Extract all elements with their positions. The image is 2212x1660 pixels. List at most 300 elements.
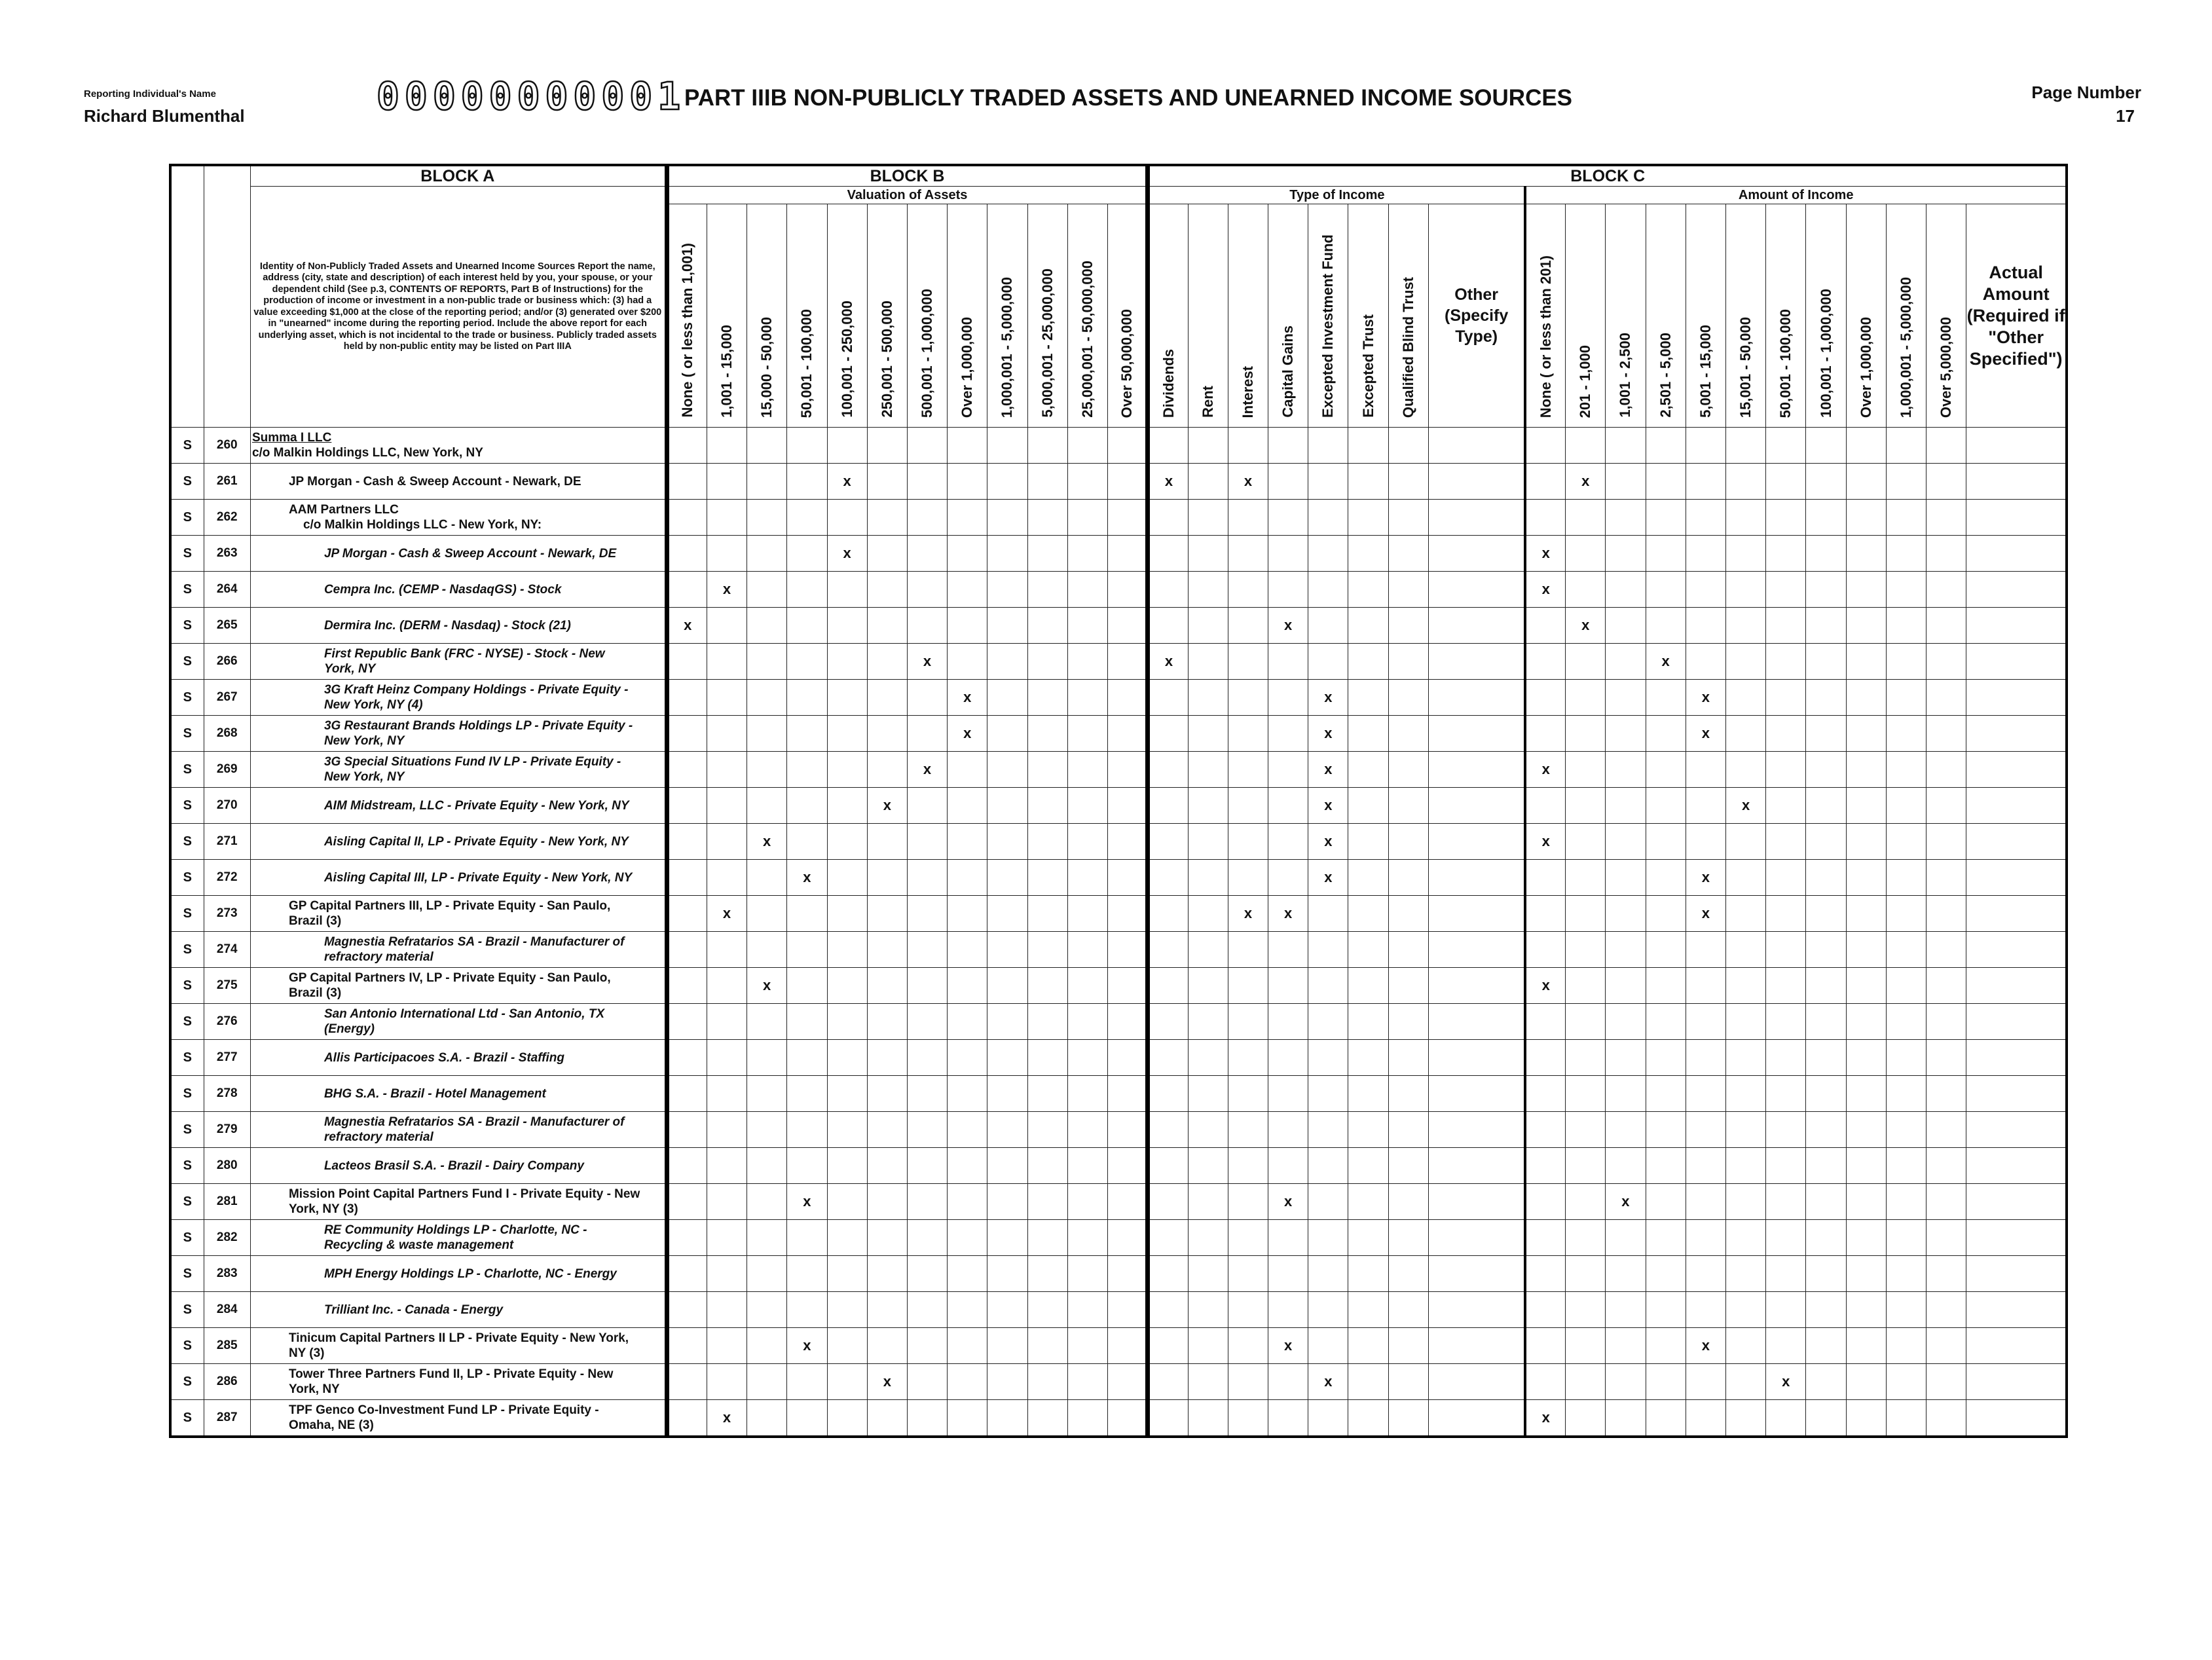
valuation-cell bbox=[948, 968, 987, 1004]
income-type-cell bbox=[1188, 1148, 1228, 1184]
valuation-cell bbox=[747, 788, 787, 824]
income-type-cell bbox=[1268, 968, 1308, 1004]
amount-cell bbox=[1606, 464, 1646, 500]
owner-cell: S bbox=[170, 1364, 204, 1400]
amount-cell bbox=[1766, 788, 1806, 824]
amount-cell bbox=[1846, 680, 1886, 716]
amount-cell bbox=[1766, 716, 1806, 752]
amount-cell bbox=[1886, 860, 1926, 896]
income-type-cell bbox=[1388, 428, 1428, 464]
amount-cell bbox=[1806, 1400, 1846, 1437]
amount-cell bbox=[1646, 752, 1686, 788]
income-type-cell bbox=[1388, 1076, 1428, 1112]
valuation-cell bbox=[827, 1004, 867, 1040]
income-type-cell bbox=[1188, 536, 1228, 572]
row-number: 267 bbox=[204, 680, 250, 716]
income-type-col-dividends: Dividends bbox=[1148, 204, 1188, 428]
amount-cell bbox=[1766, 644, 1806, 680]
valuation-cell bbox=[827, 680, 867, 716]
income-type-cell bbox=[1348, 608, 1388, 644]
income-type-cell bbox=[1348, 1112, 1388, 1148]
valuation-cell bbox=[907, 1256, 947, 1292]
amount-cell bbox=[1886, 788, 1926, 824]
actual-amount-cell bbox=[1966, 1400, 2067, 1437]
valuation-cell bbox=[827, 1184, 867, 1220]
income-type-cell: x bbox=[1228, 896, 1268, 932]
valuation-cell bbox=[987, 572, 1027, 608]
valuation-cell bbox=[907, 1400, 947, 1437]
income-type-cell bbox=[1308, 1184, 1348, 1220]
amount-cell bbox=[1566, 428, 1606, 464]
income-type-cell bbox=[1148, 824, 1188, 860]
owner-cell: S bbox=[170, 644, 204, 680]
valuation-cell bbox=[1108, 428, 1148, 464]
valuation-cell bbox=[987, 860, 1027, 896]
income-type-cell bbox=[1268, 1112, 1308, 1148]
amount-cell bbox=[1846, 1220, 1886, 1256]
amount-cell bbox=[1606, 1040, 1646, 1076]
amount-cell bbox=[1846, 716, 1886, 752]
valuation-cell bbox=[867, 1076, 907, 1112]
valuation-cell bbox=[787, 824, 827, 860]
table-row bbox=[170, 1400, 2067, 1437]
valuation-cell bbox=[987, 716, 1027, 752]
valuation-cell bbox=[1027, 1004, 1067, 1040]
valuation-cell bbox=[1027, 896, 1067, 932]
income-type-cell bbox=[1388, 1400, 1428, 1437]
income-type-cell bbox=[1268, 1076, 1308, 1112]
valuation-col-100-001-250-000: 100,001 - 250,000 bbox=[827, 204, 867, 428]
amount-cell bbox=[1846, 1148, 1886, 1184]
amount-cell bbox=[1686, 1256, 1725, 1292]
amount-cell bbox=[1886, 428, 1926, 464]
amount-cell bbox=[1926, 1184, 1966, 1220]
income-type-cell bbox=[1188, 932, 1228, 968]
income-type-cell bbox=[1228, 608, 1268, 644]
income-type-cell bbox=[1268, 716, 1308, 752]
valuation-cell bbox=[1067, 1256, 1107, 1292]
income-type-cell bbox=[1348, 1292, 1388, 1328]
amount-cell bbox=[1926, 680, 1966, 716]
valuation-cell bbox=[907, 500, 947, 536]
amount-cell bbox=[1606, 536, 1646, 572]
amount-cell bbox=[1525, 500, 1565, 536]
amount-cell bbox=[1686, 1400, 1725, 1437]
valuation-cell bbox=[667, 572, 707, 608]
amount-cell bbox=[1525, 932, 1565, 968]
row-number: 286 bbox=[204, 1364, 250, 1400]
valuation-cell bbox=[667, 1328, 707, 1364]
amount-cell bbox=[1806, 536, 1846, 572]
income-type-cell bbox=[1388, 536, 1428, 572]
income-type-col-qualified-blind-trust: Qualified Blind Trust bbox=[1388, 204, 1428, 428]
income-type-cell bbox=[1148, 932, 1188, 968]
amount-col-5-001-15-000: 5,001 - 15,000 bbox=[1686, 204, 1725, 428]
valuation-cell bbox=[867, 536, 907, 572]
amount-col-1-000-001-5-000-000: 1,000,001 - 5,000,000 bbox=[1886, 204, 1926, 428]
valuation-cell bbox=[1067, 536, 1107, 572]
other-type-cell bbox=[1428, 932, 1525, 968]
valuation-cell bbox=[1108, 644, 1148, 680]
owner-cell: S bbox=[170, 1292, 204, 1328]
income-type-cell bbox=[1308, 572, 1348, 608]
table-row bbox=[170, 1328, 2067, 1364]
valuation-cell bbox=[707, 932, 747, 968]
valuation-cell bbox=[867, 680, 907, 716]
amount-cell bbox=[1806, 1292, 1846, 1328]
income-type-cell bbox=[1348, 500, 1388, 536]
valuation-cell bbox=[987, 1400, 1027, 1437]
block-c-title: BLOCK C bbox=[1148, 165, 2067, 187]
income-type-cell bbox=[1228, 680, 1268, 716]
income-type-cell bbox=[1388, 608, 1428, 644]
income-type-cell bbox=[1388, 464, 1428, 500]
valuation-cell bbox=[907, 464, 947, 500]
valuation-cell bbox=[987, 644, 1027, 680]
amount-cell bbox=[1646, 1256, 1686, 1292]
income-type-cell bbox=[1228, 644, 1268, 680]
valuation-cell bbox=[948, 1112, 987, 1148]
amount-cell bbox=[1725, 500, 1765, 536]
valuation-cell bbox=[1067, 1292, 1107, 1328]
income-type-cell bbox=[1188, 752, 1228, 788]
valuation-cell bbox=[907, 1220, 947, 1256]
actual-amount-cell bbox=[1966, 1292, 2067, 1328]
income-type-cell bbox=[1268, 788, 1308, 824]
amount-cell bbox=[1886, 644, 1926, 680]
amount-cell: x bbox=[1686, 860, 1725, 896]
amount-cell bbox=[1646, 1292, 1686, 1328]
income-type-cell bbox=[1268, 572, 1308, 608]
income-type-cell bbox=[1148, 428, 1188, 464]
amount-cell bbox=[1606, 752, 1646, 788]
owner-cell: S bbox=[170, 788, 204, 824]
valuation-cell: x bbox=[747, 968, 787, 1004]
table-row bbox=[170, 500, 2067, 536]
valuation-cell bbox=[1067, 1148, 1107, 1184]
table-row bbox=[170, 896, 2067, 932]
other-type-cell bbox=[1428, 536, 1525, 572]
amount-col-2-501-5-000: 2,501 - 5,000 bbox=[1646, 204, 1686, 428]
amount-cell bbox=[1566, 1076, 1606, 1112]
valuation-cell bbox=[787, 1040, 827, 1076]
reporting-individual-label: Reporting Individual's Name bbox=[84, 88, 216, 100]
valuation-cell bbox=[787, 716, 827, 752]
valuation-cell bbox=[667, 1256, 707, 1292]
amount-cell bbox=[1806, 968, 1846, 1004]
valuation-cell bbox=[987, 1256, 1027, 1292]
amount-cell bbox=[1926, 1040, 1966, 1076]
valuation-cell bbox=[747, 680, 787, 716]
amount-cell bbox=[1886, 464, 1926, 500]
amount-cell bbox=[1766, 1004, 1806, 1040]
amount-cell bbox=[1686, 428, 1725, 464]
income-type-cell bbox=[1228, 536, 1268, 572]
income-type-cell bbox=[1148, 752, 1188, 788]
valuation-cell bbox=[1067, 644, 1107, 680]
amount-cell bbox=[1886, 1220, 1926, 1256]
valuation-cell bbox=[787, 968, 827, 1004]
table-row bbox=[170, 1040, 2067, 1076]
owner-cell: S bbox=[170, 572, 204, 608]
valuation-cell bbox=[1067, 824, 1107, 860]
valuation-cell bbox=[827, 1292, 867, 1328]
income-type-col-capital-gains: Capital Gains bbox=[1268, 204, 1308, 428]
actual-amount-cell bbox=[1966, 1364, 2067, 1400]
income-type-cell bbox=[1188, 1256, 1228, 1292]
amount-cell bbox=[1886, 1184, 1926, 1220]
amount-cell bbox=[1846, 1040, 1886, 1076]
valuation-cell bbox=[707, 752, 747, 788]
income-type-cell bbox=[1348, 716, 1388, 752]
valuation-col-none-or-less-than-1-001: None ( or less than 1,001) bbox=[667, 204, 707, 428]
amount-cell bbox=[1725, 752, 1765, 788]
amount-cell bbox=[1766, 536, 1806, 572]
valuation-cell bbox=[707, 1040, 747, 1076]
valuation-cell bbox=[1108, 824, 1148, 860]
valuation-cell bbox=[987, 824, 1027, 860]
valuation-cell bbox=[827, 1076, 867, 1112]
valuation-cell bbox=[787, 1148, 827, 1184]
amount-cell bbox=[1846, 1184, 1886, 1220]
income-type-cell bbox=[1268, 680, 1308, 716]
amount-cell bbox=[1725, 608, 1765, 644]
asset-name: Lacteos Brasil S.A. - Brazil - Dairy Company bbox=[250, 1148, 667, 1184]
amount-cell bbox=[1926, 428, 1966, 464]
amount-cell bbox=[1766, 1400, 1806, 1437]
valuation-cell bbox=[747, 1148, 787, 1184]
row-number: 274 bbox=[204, 932, 250, 968]
amount-cell bbox=[1766, 464, 1806, 500]
amount-cell bbox=[1646, 572, 1686, 608]
amount-cell bbox=[1566, 1328, 1606, 1364]
actual-amount-cell bbox=[1966, 1004, 2067, 1040]
amount-cell bbox=[1606, 824, 1646, 860]
amount-cell bbox=[1926, 968, 1966, 1004]
valuation-cell bbox=[948, 1076, 987, 1112]
amount-cell bbox=[1886, 1364, 1926, 1400]
amount-cell: x bbox=[1566, 464, 1606, 500]
income-type-cell bbox=[1228, 1292, 1268, 1328]
amount-cell bbox=[1725, 1256, 1765, 1292]
valuation-cell bbox=[867, 1004, 907, 1040]
amount-cell: x bbox=[1766, 1364, 1806, 1400]
amount-cell bbox=[1525, 1112, 1565, 1148]
owner-cell: S bbox=[170, 860, 204, 896]
amount-cell bbox=[1926, 824, 1966, 860]
owner-cell: S bbox=[170, 1328, 204, 1364]
valuation-cell bbox=[827, 752, 867, 788]
amount-cell bbox=[1686, 824, 1725, 860]
amount-cell bbox=[1806, 716, 1846, 752]
row-number: 270 bbox=[204, 788, 250, 824]
valuation-cell bbox=[948, 932, 987, 968]
owner-cell: S bbox=[170, 1184, 204, 1220]
amount-cell bbox=[1846, 932, 1886, 968]
valuation-cell bbox=[1067, 896, 1107, 932]
row-number: 282 bbox=[204, 1220, 250, 1256]
income-type-cell bbox=[1148, 968, 1188, 1004]
amount-cell bbox=[1646, 1148, 1686, 1184]
amount-cell bbox=[1846, 752, 1886, 788]
valuation-cell bbox=[707, 824, 747, 860]
valuation-cell bbox=[827, 500, 867, 536]
asset-name: Allis Participacoes S.A. - Brazil - Staffing bbox=[250, 1040, 667, 1076]
valuation-col-50-001-100-000: 50,001 - 100,000 bbox=[787, 204, 827, 428]
table-row bbox=[170, 752, 2067, 788]
income-type-cell bbox=[1228, 824, 1268, 860]
income-type-cell bbox=[1188, 824, 1228, 860]
income-type-cell bbox=[1388, 1112, 1428, 1148]
other-type-cell bbox=[1428, 896, 1525, 932]
amount-cell bbox=[1886, 1112, 1926, 1148]
valuation-cell bbox=[948, 1220, 987, 1256]
actual-amount-cell bbox=[1966, 968, 2067, 1004]
valuation-cell bbox=[1108, 680, 1148, 716]
amount-cell bbox=[1646, 932, 1686, 968]
valuation-cell bbox=[1027, 536, 1067, 572]
amount-cell bbox=[1846, 608, 1886, 644]
other-type-cell bbox=[1428, 464, 1525, 500]
owner-cell: S bbox=[170, 896, 204, 932]
amount-cell bbox=[1566, 1148, 1606, 1184]
table-row bbox=[170, 860, 2067, 896]
valuation-cell bbox=[1027, 428, 1067, 464]
amount-cell: x bbox=[1566, 608, 1606, 644]
income-type-cell bbox=[1388, 752, 1428, 788]
valuation-col-1-001-15-000: 1,001 - 15,000 bbox=[707, 204, 747, 428]
income-type-cell bbox=[1308, 896, 1348, 932]
amount-cell bbox=[1846, 536, 1886, 572]
other-type-cell bbox=[1428, 572, 1525, 608]
amount-cell bbox=[1926, 1328, 1966, 1364]
row-number: 260 bbox=[204, 428, 250, 464]
valuation-cell bbox=[707, 1184, 747, 1220]
amount-cell bbox=[1806, 860, 1846, 896]
income-type-cell bbox=[1348, 1400, 1388, 1437]
amount-cell bbox=[1646, 1220, 1686, 1256]
amount-cell bbox=[1525, 680, 1565, 716]
amount-cell bbox=[1525, 716, 1565, 752]
amount-cell bbox=[1806, 1364, 1846, 1400]
row-number: 271 bbox=[204, 824, 250, 860]
valuation-cell: x bbox=[787, 1184, 827, 1220]
income-type-cell bbox=[1348, 1256, 1388, 1292]
amount-cell bbox=[1686, 1292, 1725, 1328]
amount-cell bbox=[1926, 1364, 1966, 1400]
owner-cell: S bbox=[170, 428, 204, 464]
valuation-cell bbox=[1067, 716, 1107, 752]
asset-name: MPH Energy Holdings LP - Charlotte, NC - Energy bbox=[250, 1256, 667, 1292]
income-type-cell bbox=[1228, 1256, 1268, 1292]
number-header bbox=[204, 165, 250, 428]
valuation-cell bbox=[1027, 644, 1067, 680]
asset-name: JP Morgan - Cash & Sweep Account - Newark, DE bbox=[250, 536, 667, 572]
valuation-cell bbox=[747, 608, 787, 644]
amount-cell bbox=[1886, 752, 1926, 788]
amount-cell bbox=[1646, 1004, 1686, 1040]
other-type-cell bbox=[1428, 1328, 1525, 1364]
valuation-cell bbox=[1067, 788, 1107, 824]
other-type-cell bbox=[1428, 1184, 1525, 1220]
valuation-cell bbox=[667, 1292, 707, 1328]
valuation-cell bbox=[867, 1040, 907, 1076]
valuation-cell bbox=[827, 716, 867, 752]
income-type-cell bbox=[1308, 1328, 1348, 1364]
income-type-cell bbox=[1268, 1148, 1308, 1184]
valuation-cell bbox=[747, 1292, 787, 1328]
valuation-cell bbox=[1027, 1400, 1067, 1437]
asset-name: Dermira Inc. (DERM - Nasdaq) - Stock (21) bbox=[250, 608, 667, 644]
other-type-cell bbox=[1428, 1112, 1525, 1148]
valuation-cell bbox=[1108, 1004, 1148, 1040]
amount-cell bbox=[1725, 1400, 1765, 1437]
valuation-title: Valuation of Assets bbox=[667, 187, 1148, 204]
income-type-cell bbox=[1348, 572, 1388, 608]
valuation-cell bbox=[827, 1220, 867, 1256]
valuation-cell bbox=[948, 572, 987, 608]
valuation-cell bbox=[787, 536, 827, 572]
amount-cell bbox=[1806, 788, 1846, 824]
income-type-cell bbox=[1348, 788, 1388, 824]
valuation-cell bbox=[1027, 1184, 1067, 1220]
valuation-cell bbox=[667, 932, 707, 968]
income-type-cell bbox=[1148, 1364, 1188, 1400]
income-type-cell bbox=[1268, 536, 1308, 572]
asset-name: TPF Genco Co-Investment Fund LP - Private Equity - Omaha, NE (3) bbox=[250, 1400, 667, 1437]
amount-cell bbox=[1926, 1112, 1966, 1148]
income-type-cell bbox=[1268, 1292, 1308, 1328]
amount-cell bbox=[1926, 608, 1966, 644]
income-type-cell bbox=[1268, 752, 1308, 788]
valuation-cell bbox=[867, 752, 907, 788]
income-type-cell bbox=[1268, 428, 1308, 464]
valuation-cell bbox=[987, 896, 1027, 932]
owner-cell: S bbox=[170, 680, 204, 716]
table-row bbox=[170, 1076, 2067, 1112]
amount-cell bbox=[1806, 1076, 1846, 1112]
valuation-cell bbox=[787, 896, 827, 932]
amount-cell bbox=[1846, 860, 1886, 896]
actual-amount-cell bbox=[1966, 1148, 2067, 1184]
actual-amount-cell bbox=[1966, 680, 2067, 716]
valuation-cell bbox=[1067, 1220, 1107, 1256]
other-type-cell bbox=[1428, 860, 1525, 896]
owner-cell: S bbox=[170, 1148, 204, 1184]
valuation-cell bbox=[1108, 1112, 1148, 1148]
income-type-cell bbox=[1228, 788, 1268, 824]
valuation-cell bbox=[667, 428, 707, 464]
income-type-cell bbox=[1148, 1256, 1188, 1292]
amount-cell bbox=[1525, 1220, 1565, 1256]
income-type-cell bbox=[1148, 1148, 1188, 1184]
valuation-cell bbox=[1108, 500, 1148, 536]
valuation-cell bbox=[987, 500, 1027, 536]
income-type-cell bbox=[1148, 1400, 1188, 1437]
income-type-cell bbox=[1268, 644, 1308, 680]
income-type-cell bbox=[1148, 500, 1188, 536]
valuation-cell bbox=[747, 464, 787, 500]
table-row bbox=[170, 824, 2067, 860]
row-number: 275 bbox=[204, 968, 250, 1004]
income-type-col-excepted-trust: Excepted Trust bbox=[1348, 204, 1388, 428]
other-type-cell bbox=[1428, 1256, 1525, 1292]
valuation-cell bbox=[1067, 1004, 1107, 1040]
valuation-cell bbox=[907, 572, 947, 608]
income-type-cell bbox=[1228, 1184, 1268, 1220]
amount-cell bbox=[1806, 500, 1846, 536]
income-type-cell bbox=[1348, 644, 1388, 680]
